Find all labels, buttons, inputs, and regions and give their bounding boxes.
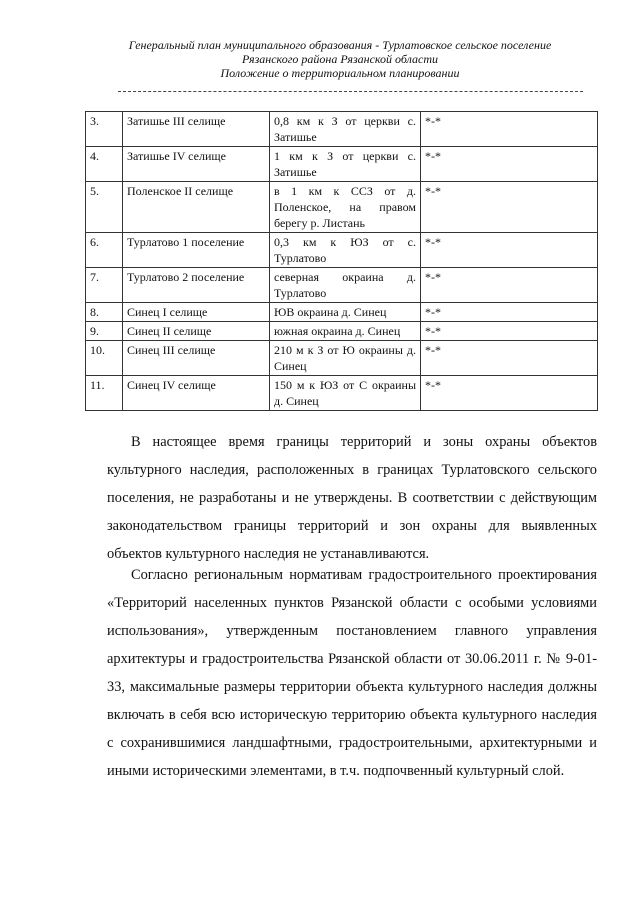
site-location: южная окраина д. Синец [270, 322, 421, 341]
site-location: северная окраина д. Турлатово [270, 268, 421, 303]
header-line-1: Генеральный план муниципального образования - Турлатовское сельское поселение [128, 38, 552, 52]
site-name: Поленское II селище [123, 182, 270, 233]
site-name: Затишье IV селище [123, 147, 270, 182]
site-name: Синец III селище [123, 341, 270, 376]
row-number: 7. [86, 268, 123, 303]
header-line-2: Рязанского района Рязанской области [241, 52, 439, 66]
row-number: 8. [86, 303, 123, 322]
site-mark: *-* [421, 303, 598, 322]
site-location: 150 м к ЮЗ от С окраины д. Синец [270, 376, 421, 411]
row-number: 10. [86, 341, 123, 376]
table-row [86, 322, 598, 341]
heritage-sites-table [85, 111, 598, 411]
site-mark: *-* [421, 233, 598, 268]
site-location: 1 км к З от церкви с. Затишье [270, 147, 421, 182]
site-name: Турлатово 1 поселение [123, 233, 270, 268]
row-number: 5. [86, 182, 123, 233]
site-location: 210 м к З от Ю окраины д. Синец [270, 341, 421, 376]
site-mark: *-* [421, 322, 598, 341]
site-mark: *-* [421, 182, 598, 233]
row-number: 11. [86, 376, 123, 411]
table-row [86, 341, 598, 376]
page-header [110, 38, 570, 80]
site-mark: *-* [421, 341, 598, 376]
row-number: 4. [86, 147, 123, 182]
row-number: 3. [86, 112, 123, 147]
site-mark: *-* [421, 147, 598, 182]
site-location: 0,8 км к З от церкви с. Затишье [270, 112, 421, 147]
site-name: Синец II селище [123, 322, 270, 341]
header-divider [118, 91, 583, 92]
site-mark: *-* [421, 268, 598, 303]
site-name: Затишье III селище [123, 112, 270, 147]
table-row [86, 182, 598, 233]
table-row [86, 303, 598, 322]
table-row [86, 268, 598, 303]
site-location: в 1 км к ССЗ от д. Поленское, на правом берегу р. Листань [270, 182, 421, 233]
table-row [86, 147, 598, 182]
site-name: Синец IV селище [123, 376, 270, 411]
table-row [86, 112, 598, 147]
table-row [86, 233, 598, 268]
body-paragraph-regulations: Согласно региональным нормативам градостроительного проектирования «Территорий населенных пунктов Рязанской области с особыми условиями использования», утвержденным постановлением главного управления архитектуры и градостроительства Рязанской области от 30.06.2011 г. № 9-01-33, максимальные размеры территории объекта культурного наследия должны включать в себя всю историческую территорию объекта культурного наследия с сохранившимися ландшафтными, градостроительными, архитектурными и иными историческими элементами, в т.ч. подпочвенный культурный слой. [107, 567, 597, 779]
site-mark: *-* [421, 112, 598, 147]
site-name: Синец I селище [123, 303, 270, 322]
row-number: 6. [86, 233, 123, 268]
site-name: Турлатово 2 поселение [123, 268, 270, 303]
site-mark: *-* [421, 376, 598, 411]
row-number: 9. [86, 322, 123, 341]
body-paragraph-boundaries: В настоящее время границы территорий и зоны охраны объектов культурного наследия, расположенных в границах Турлатовского сельского поселения, не разработаны и не утверждены. В соответствии с действующим законодательством границы территорий и зон охраны для выявленных объектов культурного наследия не устанавливаются. [107, 434, 597, 562]
table-row [86, 376, 598, 411]
site-location: 0,3 км к ЮЗ от с. Турлатово [270, 233, 421, 268]
site-location: ЮВ окраина д. Синец [270, 303, 421, 322]
header-line-3: Положение о территориальном планировании [220, 66, 460, 80]
